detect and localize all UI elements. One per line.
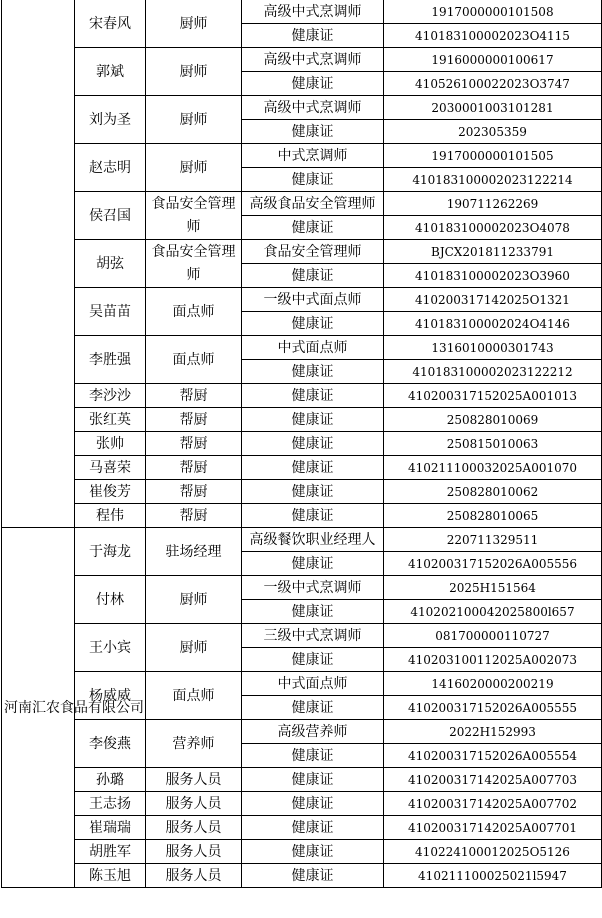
table-row <box>2 576 602 600</box>
certificate-number: 410183100002024O4146 <box>384 312 602 336</box>
certificate-number: 410200317142025O1321 <box>384 288 602 312</box>
table-row <box>2 792 602 816</box>
staff-name: 于海龙 <box>75 528 146 576</box>
certificate-number: 202305359 <box>384 120 602 144</box>
certificate-number: 1416020000200219 <box>384 672 602 696</box>
certificate-type: 健康证 <box>242 696 384 720</box>
certificate-number: 1917000000101508 <box>384 0 602 24</box>
staff-position: 食品安全管理师 <box>146 240 242 288</box>
table-row <box>2 432 602 456</box>
table-row <box>2 768 602 792</box>
staff-name: 李沙沙 <box>75 384 146 408</box>
staff-name: 吴苗苗 <box>75 288 146 336</box>
table-row <box>2 240 602 264</box>
staff-name: 崔瑞瑞 <box>75 816 146 840</box>
certificate-number: BJCX201811233791 <box>384 240 602 264</box>
certificate-type: 中式面点师 <box>242 672 384 696</box>
staff-name: 胡胜军 <box>75 840 146 864</box>
staff-name: 程伟 <box>75 504 146 528</box>
table-row <box>2 408 602 432</box>
roster-body <box>2 0 602 888</box>
certificate-type: 健康证 <box>242 216 384 240</box>
certificate-number: 250828010062 <box>384 480 602 504</box>
staff-position: 帮厨 <box>146 432 242 456</box>
table-row <box>2 864 602 888</box>
certificate-number: 410200317152025A001013 <box>384 384 602 408</box>
certificate-type: 高级中式烹调师 <box>242 0 384 24</box>
table-row <box>2 840 602 864</box>
certificate-number: 410224100012025O5126 <box>384 840 602 864</box>
certificate-number: 410183100002023O3960 <box>384 264 602 288</box>
certificate-number: 1916000000100617 <box>384 48 602 72</box>
staff-name: 张帅 <box>75 432 146 456</box>
company-cell: 河南汇农食品有限公司 <box>2 528 75 888</box>
table-row <box>2 528 602 552</box>
table-row <box>2 504 602 528</box>
staff-name: 王小宾 <box>75 624 146 672</box>
table-row <box>2 480 602 504</box>
certificate-number: 220711329511 <box>384 528 602 552</box>
staff-name: 崔俊芳 <box>75 480 146 504</box>
staff-position: 面点师 <box>146 336 242 384</box>
certificate-number: 410200317152026A005554 <box>384 744 602 768</box>
staff-position: 面点师 <box>146 672 242 720</box>
certificate-type: 食品安全管理师 <box>242 240 384 264</box>
staff-position: 厨师 <box>146 576 242 624</box>
staff-name: 马喜荣 <box>75 456 146 480</box>
table-row <box>2 288 602 312</box>
staff-name: 张红英 <box>75 408 146 432</box>
certificate-type: 健康证 <box>242 408 384 432</box>
table-row <box>2 720 602 744</box>
staff-position: 帮厨 <box>146 504 242 528</box>
certificate-type: 健康证 <box>242 792 384 816</box>
certificate-type: 一级中式面点师 <box>242 288 384 312</box>
certificate-type: 健康证 <box>242 840 384 864</box>
staff-position: 帮厨 <box>146 384 242 408</box>
company-cell <box>2 0 75 528</box>
certificate-type: 健康证 <box>242 312 384 336</box>
certificate-type: 健康证 <box>242 504 384 528</box>
table-row <box>2 336 602 360</box>
table-row <box>2 96 602 120</box>
staff-position: 帮厨 <box>146 480 242 504</box>
certificate-type: 健康证 <box>242 72 384 96</box>
certificate-type: 一级中式烹调师 <box>242 576 384 600</box>
staff-roster-table <box>1 0 602 888</box>
staff-position: 服务人员 <box>146 768 242 792</box>
certificate-number: 250815010063 <box>384 432 602 456</box>
certificate-number: 2025H151564 <box>384 576 602 600</box>
staff-position: 服务人员 <box>146 864 242 888</box>
staff-name: 付林 <box>75 576 146 624</box>
staff-position: 驻场经理 <box>146 528 242 576</box>
certificate-type: 健康证 <box>242 864 384 888</box>
staff-position: 营养师 <box>146 720 242 768</box>
staff-name: 赵志明 <box>75 144 146 192</box>
staff-name: 胡弦 <box>75 240 146 288</box>
certificate-type: 高级中式烹调师 <box>242 48 384 72</box>
certificate-type: 高级餐饮职业经理人 <box>242 528 384 552</box>
certificate-number: 410200317152026A005555 <box>384 696 602 720</box>
certificate-type: 健康证 <box>242 552 384 576</box>
certificate-number: 2030001003101281 <box>384 96 602 120</box>
staff-position: 厨师 <box>146 96 242 144</box>
table-row <box>2 672 602 696</box>
certificate-number: 410183100002023122214 <box>384 168 602 192</box>
certificate-type: 健康证 <box>242 600 384 624</box>
table-row <box>2 192 602 216</box>
staff-name: 陈玉旭 <box>75 864 146 888</box>
certificate-number: 410183100002023O4078 <box>384 216 602 240</box>
certificate-number: 410200317142025A007703 <box>384 768 602 792</box>
certificate-number: 250828010065 <box>384 504 602 528</box>
certificate-type: 健康证 <box>242 816 384 840</box>
certificate-type: 健康证 <box>242 768 384 792</box>
certificate-type: 健康证 <box>242 168 384 192</box>
certificate-type: 中式烹调师 <box>242 144 384 168</box>
certificate-type: 高级营养师 <box>242 720 384 744</box>
certificate-type: 中式面点师 <box>242 336 384 360</box>
certificate-number: 190711262269 <box>384 192 602 216</box>
certificate-number: 410200317142025A007701 <box>384 816 602 840</box>
certificate-type: 健康证 <box>242 360 384 384</box>
staff-position: 厨师 <box>146 48 242 96</box>
staff-position: 服务人员 <box>146 840 242 864</box>
staff-position: 服务人员 <box>146 792 242 816</box>
certificate-type: 健康证 <box>242 456 384 480</box>
staff-position: 服务人员 <box>146 816 242 840</box>
staff-position: 帮厨 <box>146 456 242 480</box>
staff-name: 郭斌 <box>75 48 146 96</box>
certificate-type: 健康证 <box>242 264 384 288</box>
certificate-number: 410183100002023122212 <box>384 360 602 384</box>
staff-name: 孙璐 <box>75 768 146 792</box>
table-row <box>2 384 602 408</box>
certificate-number: 410200317152026A005556 <box>384 552 602 576</box>
staff-name: 李俊燕 <box>75 720 146 768</box>
table-row <box>2 456 602 480</box>
staff-name: 宋春风 <box>75 0 146 48</box>
staff-position: 厨师 <box>146 624 242 672</box>
certificate-type: 健康证 <box>242 744 384 768</box>
certificate-number: 1917000000101505 <box>384 144 602 168</box>
staff-position: 厨师 <box>146 0 242 48</box>
staff-position: 帮厨 <box>146 408 242 432</box>
certificate-type: 健康证 <box>242 432 384 456</box>
certificate-number: 081700000110727 <box>384 624 602 648</box>
certificate-type: 健康证 <box>242 384 384 408</box>
table-row <box>2 624 602 648</box>
table-row <box>2 144 602 168</box>
certificate-number: 410211100025021l5947 <box>384 864 602 888</box>
staff-name: 侯召国 <box>75 192 146 240</box>
staff-position: 面点师 <box>146 288 242 336</box>
certificate-number: 410203100112025A002073 <box>384 648 602 672</box>
certificate-number: 410200317142025A007702 <box>384 792 602 816</box>
certificate-number: 250828010069 <box>384 408 602 432</box>
certificate-type: 健康证 <box>242 648 384 672</box>
staff-name: 王志扬 <box>75 792 146 816</box>
staff-position: 食品安全管理师 <box>146 192 242 240</box>
staff-name: 刘为圣 <box>75 96 146 144</box>
certificate-number: 410526100022023O3747 <box>384 72 602 96</box>
certificate-number: 1316010000301743 <box>384 336 602 360</box>
staff-position: 厨师 <box>146 144 242 192</box>
certificate-number: 410183100002023O4115 <box>384 24 602 48</box>
table-row <box>2 816 602 840</box>
certificate-type: 健康证 <box>242 24 384 48</box>
table-row <box>2 48 602 72</box>
certificate-type: 高级中式烹调师 <box>242 96 384 120</box>
certificate-type: 高级食品安全管理师 <box>242 192 384 216</box>
certificate-number: 2022H152993 <box>384 720 602 744</box>
table-row <box>2 0 602 24</box>
certificate-type: 健康证 <box>242 480 384 504</box>
certificate-type: 健康证 <box>242 120 384 144</box>
staff-name: 杨威威 <box>75 672 146 720</box>
certificate-number: 410211100032025A001070 <box>384 456 602 480</box>
staff-name: 李胜强 <box>75 336 146 384</box>
certificate-type: 三级中式烹调师 <box>242 624 384 648</box>
certificate-number: 410202100042025800l657 <box>384 600 602 624</box>
